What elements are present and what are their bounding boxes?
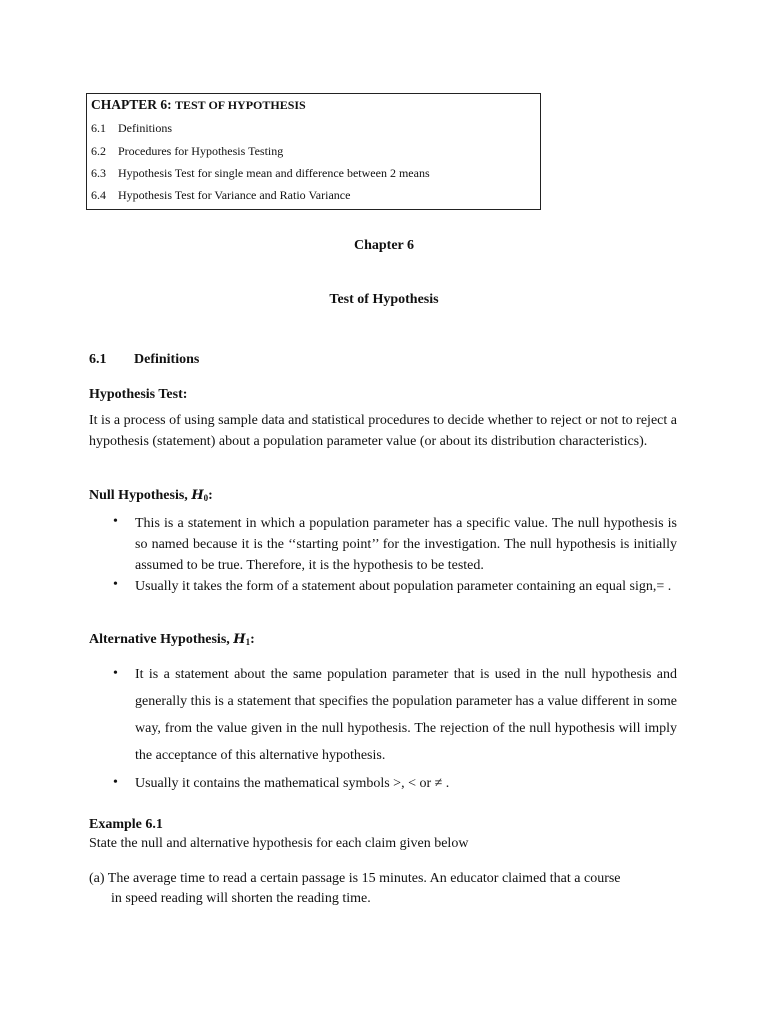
example-part-a-line-1: (a) The average time to read a certain passage is 15 minutes. An educator claimed that a course — [89, 871, 621, 886]
example-part-a-line-2: in speed reading will shorten the reading time. — [111, 891, 371, 906]
chapter-contents-box — [86, 93, 541, 210]
alt-colon: : — [250, 632, 255, 647]
toc-item — [91, 166, 430, 181]
toc-title-rest: TEST OF HYPOTHESIS — [175, 98, 306, 112]
alt-symbol: H — [233, 632, 246, 647]
toc-item-text: Hypothesis Test for Variance and Ratio Variance — [118, 188, 351, 202]
null-colon: : — [208, 488, 213, 503]
null-hypothesis-heading — [89, 488, 213, 504]
toc-item-number: 6.2 — [91, 144, 106, 158]
toc-item-number: 6.1 — [91, 121, 106, 135]
toc-item-number: 6.4 — [91, 188, 106, 202]
toc-title — [91, 97, 306, 113]
alt-bullet-1: It is a statement about the same population parameter that is used in the null hypothesis and generally this is a statement that specifies the population parameter has a value different in some way, from the value given in the null hypothesis. The rejection of the null hypothesis will imply the acceptance of this alternative hypothesis. — [135, 667, 677, 763]
chapter-label: Chapter 6 — [353, 238, 415, 253]
alt-hypothesis-heading — [89, 632, 255, 648]
section-title: Definitions — [134, 352, 200, 367]
bullet-icon: • — [113, 577, 118, 592]
hypothesis-test-heading: Hypothesis Test: — [89, 387, 188, 402]
toc-item-text: Definitions — [118, 121, 172, 135]
null-symbol: H — [191, 488, 204, 503]
hypothesis-test-definition: It is a process of using sample data and statistical procedures to decide whether to reject or not to reject a hypothesis (statement) about a population parameter value (or about its distribution characteristics). — [89, 413, 677, 449]
alt-subscript: 1 — [245, 637, 251, 647]
toc-title-prefix: CHAPTER 6: — [91, 97, 172, 112]
null-heading-text: Null Hypothesis, — [89, 488, 188, 503]
toc-item-number: 6.3 — [91, 166, 106, 180]
section-number: 6.1 — [89, 352, 107, 367]
toc-item — [91, 144, 283, 159]
toc-item — [91, 188, 350, 203]
section-heading — [89, 352, 199, 368]
toc-item-text: Hypothesis Test for single mean and difference between 2 means — [118, 166, 430, 180]
bullet-icon: • — [113, 775, 118, 790]
null-subscript: 0 — [203, 493, 209, 503]
bullet-icon: • — [113, 514, 118, 529]
example-title: Example 6.1 — [89, 817, 163, 832]
alt-bullet-2: Usually it contains the mathematical symbols >, < or ≠ . — [135, 776, 450, 791]
null-bullet-1: This is a statement in which a population parameter has a specific value. The null hypothesis is so named because it is the ‘‘starting point’’ for the investigation. The null hypothesis is initially assumed to be true. Therefore, it is the hypothesis to be tested. — [135, 516, 677, 573]
chapter-title: Test of Hypothesis — [329, 292, 439, 307]
null-bullet-2: Usually it takes the form of a statement about population parameter containing an equal sign,= . — [135, 579, 672, 594]
example-intro: State the null and alternative hypothesis for each claim given below — [89, 836, 469, 851]
toc-item-text: Procedures for Hypothesis Testing — [118, 144, 284, 158]
toc-item — [91, 121, 172, 136]
alt-heading-text: Alternative Hypothesis, — [89, 632, 230, 647]
bullet-icon: • — [113, 666, 118, 681]
